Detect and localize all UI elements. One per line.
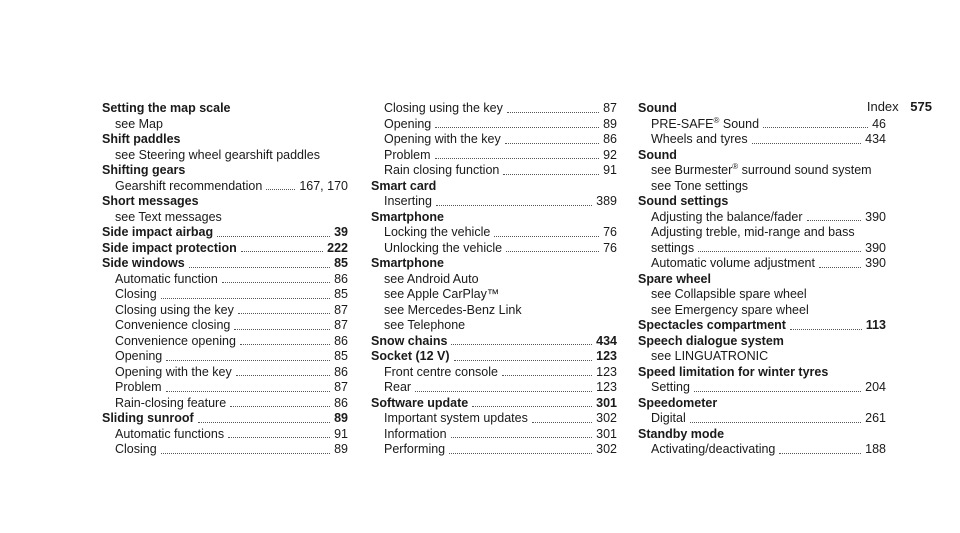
page-reference: 389 — [596, 194, 617, 208]
dot-leader — [819, 266, 861, 268]
page-reference: 91 — [334, 426, 348, 441]
page-reference: 222 — [327, 240, 348, 255]
index-subentry-text: see Burmester® surround sound system — [651, 161, 872, 177]
index-subentry — [102, 442, 348, 458]
index-term: Spare wheel — [638, 271, 711, 286]
dot-leader — [698, 250, 861, 252]
index-subentry — [371, 287, 617, 303]
index-subentry-text: Rear — [384, 380, 412, 394]
dot-leader — [532, 421, 592, 423]
dot-leader — [454, 359, 593, 361]
index-subentry-text: Convenience opening — [115, 333, 236, 348]
index-subentry — [371, 380, 617, 396]
index-entry — [102, 101, 348, 132]
index-subentry — [102, 117, 348, 133]
index-term-line — [102, 241, 348, 257]
dot-leader — [506, 250, 599, 252]
index-subentry-text: see Steering wheel gearshift paddles — [115, 147, 320, 162]
index-subentry — [371, 132, 617, 148]
index-entry — [638, 365, 886, 396]
index-subentry — [102, 210, 348, 226]
index-entry — [371, 101, 617, 179]
dot-leader — [234, 328, 330, 330]
index-subentry-text: Important system updates — [384, 411, 528, 425]
index-term: Shift paddles — [102, 132, 181, 146]
index-subentry — [638, 179, 886, 195]
dot-leader — [161, 297, 330, 299]
index-term: Short messages — [102, 194, 199, 208]
index-subentry-text: see Map — [115, 116, 163, 131]
index-subentry-text: Opening — [384, 116, 432, 131]
dot-leader — [690, 421, 861, 423]
index-subentry — [638, 303, 886, 319]
index-subentry — [638, 163, 886, 179]
index-term: Side windows — [102, 256, 185, 270]
dot-leader — [494, 235, 599, 237]
index-subentry — [371, 442, 617, 458]
index-subentry-text: Unlocking the vehicle — [384, 240, 503, 255]
index-subentry — [102, 365, 348, 381]
index-subentry-text: see Tone settings — [651, 178, 749, 193]
page-reference: 302 — [596, 411, 617, 425]
index-subentry-text: Wheels and tyres — [651, 132, 748, 146]
page-reference: 46 — [872, 116, 886, 131]
dot-leader — [230, 405, 330, 407]
index-subentry — [102, 272, 348, 288]
page-reference: 89 — [334, 442, 348, 456]
index-subentry — [102, 287, 348, 303]
index-entry — [102, 256, 348, 411]
index-subentry — [638, 411, 886, 427]
index-subentry — [102, 380, 348, 396]
index-subentry-text: Opening with the key — [115, 364, 232, 379]
index-term-line — [371, 256, 617, 272]
index-subentry — [371, 272, 617, 288]
index-subentry — [371, 365, 617, 381]
index-subentry — [638, 132, 886, 148]
dot-leader — [189, 266, 330, 268]
index-subentry — [102, 148, 348, 164]
dot-leader — [236, 374, 330, 376]
index-subentry-text: Closing using the key — [384, 101, 503, 115]
page-reference: 85 — [334, 256, 348, 270]
dot-leader — [266, 188, 295, 190]
index-entry — [371, 349, 617, 396]
index-subentry — [102, 427, 348, 443]
page-number: 575 — [910, 99, 932, 114]
index-entry — [371, 256, 617, 334]
index-term: Socket (12 V) — [371, 349, 450, 363]
index-subentry — [371, 241, 617, 257]
index-entry — [638, 427, 886, 458]
dot-leader — [238, 312, 330, 314]
dot-leader — [790, 328, 862, 330]
page-reference: 123 — [596, 349, 617, 363]
page-reference: 301 — [596, 426, 617, 441]
page-reference: 167, 170 — [299, 178, 348, 193]
index-term: Speedometer — [638, 395, 718, 410]
index-subentry — [102, 303, 348, 319]
page-reference: 302 — [596, 442, 617, 456]
index-term-line — [371, 210, 617, 226]
dot-leader — [449, 452, 592, 454]
page-reference: 188 — [865, 442, 886, 456]
index-subentry-text: PRE-SAFE® Sound — [651, 115, 760, 131]
index-term: Shifting gears — [102, 163, 186, 177]
index-subentry-text: Rain-closing feature — [115, 395, 227, 410]
index-entry — [638, 318, 886, 334]
index-term: Standby mode — [638, 426, 725, 441]
index-term: Sliding sunroof — [102, 411, 194, 425]
index-entry — [371, 179, 617, 210]
page-reference: 113 — [865, 318, 886, 332]
index-subentry — [371, 411, 617, 427]
index-entry — [638, 101, 886, 148]
index-term: Smart card — [371, 178, 437, 193]
page-reference: 301 — [596, 395, 617, 410]
index-subentry-text: Automatic functions — [115, 426, 225, 441]
page-reference: 85 — [334, 287, 348, 301]
index-term-line — [102, 101, 348, 117]
index-subentry-text: see Mercedes-Benz Link — [384, 302, 522, 317]
index-entry — [638, 272, 886, 319]
index-subentry-text: Digital — [651, 411, 686, 425]
index-subentry-text: see Emergency spare wheel — [651, 302, 809, 317]
index-subentry-text: Opening — [115, 349, 163, 363]
index-subentry — [371, 148, 617, 164]
index-term-line — [638, 334, 886, 350]
page-reference: 87 — [334, 318, 348, 332]
dot-leader — [415, 390, 592, 392]
index-subentry-text: Front centre console — [384, 364, 498, 379]
page-reference: 86 — [334, 333, 348, 348]
dot-leader — [503, 173, 599, 175]
index-term-line — [102, 194, 348, 210]
dot-leader — [451, 436, 593, 438]
dot-leader — [779, 452, 861, 454]
index-subentry — [371, 101, 617, 117]
dot-leader — [161, 452, 330, 454]
index-term-line — [371, 334, 617, 350]
index-subentry — [371, 117, 617, 133]
dot-leader — [694, 390, 861, 392]
index-subentry-text: see Android Auto — [384, 271, 479, 286]
index-subentry-text: Closing — [115, 287, 157, 301]
page-reference: 123 — [596, 380, 617, 394]
index-entry — [102, 411, 348, 458]
index-term: Sound settings — [638, 194, 729, 208]
page-reference: 39 — [334, 225, 348, 239]
index-term-line — [102, 411, 348, 427]
page-reference: 91 — [603, 163, 617, 177]
index-entry — [638, 334, 886, 365]
page-reference: 86 — [334, 364, 348, 379]
index-subentry — [371, 194, 617, 210]
index-subentry — [638, 349, 886, 365]
dot-leader — [166, 359, 330, 361]
index-subentry — [371, 427, 617, 443]
index-entry — [638, 148, 886, 195]
page-reference: 390 — [865, 256, 886, 270]
dot-leader — [763, 126, 868, 128]
page-reference: 434 — [865, 132, 886, 146]
index-subentry-text: Convenience closing — [115, 318, 231, 332]
index-entry — [638, 194, 886, 272]
index-column-2 — [371, 101, 617, 458]
dot-leader — [198, 421, 330, 423]
dot-leader — [505, 142, 599, 144]
index-subentry-text: settings — [651, 240, 695, 255]
index-term: Spectacles compartment — [638, 318, 786, 332]
index-subentry-text: Setting — [651, 380, 690, 394]
index-entry — [371, 334, 617, 350]
index-entry — [102, 132, 348, 163]
page-reference: 390 — [865, 209, 886, 224]
dot-leader — [502, 374, 592, 376]
dot-leader — [228, 436, 330, 438]
index-term: Side impact protection — [102, 240, 237, 255]
page-reference: 92 — [603, 147, 617, 162]
dot-leader — [222, 281, 330, 283]
index-term-line — [638, 148, 886, 164]
index-term-line — [638, 272, 886, 288]
page-reference: 89 — [334, 411, 348, 425]
index-subentry — [102, 396, 348, 412]
index-term-line — [638, 427, 886, 443]
index-term: Smartphone — [371, 209, 444, 224]
dot-leader — [435, 157, 600, 159]
page-reference: 76 — [603, 225, 617, 239]
index-subentry-text: Closing using the key — [115, 302, 234, 317]
page-reference: 87 — [334, 302, 348, 317]
page-reference: 204 — [865, 380, 886, 394]
index-entry — [102, 194, 348, 225]
index-subentry-text: Activating/deactivating — [651, 442, 776, 456]
index-entry — [371, 210, 617, 257]
index-subentry-text: see Telephone — [384, 318, 466, 332]
index-subentry — [638, 225, 886, 241]
index-subentry — [371, 163, 617, 179]
index-subentry-text: Problem — [115, 380, 162, 394]
index-term-line — [638, 101, 886, 117]
index-subentry-text: Closing — [115, 442, 157, 456]
index-entry — [102, 163, 348, 194]
index-subentry — [102, 349, 348, 365]
index-subentry-text: see Text messages — [115, 209, 222, 224]
index-subentry-text: Inserting — [384, 194, 432, 208]
index-subentry-text: Automatic function — [115, 271, 218, 286]
index-subentry-text: see LINGUATRONIC — [651, 349, 769, 363]
index-term-line — [638, 365, 886, 381]
index-term-line — [102, 163, 348, 179]
dot-leader — [807, 219, 862, 221]
page-reference: 123 — [596, 364, 617, 379]
index-column-1 — [102, 101, 348, 458]
index-subentry — [371, 225, 617, 241]
index-term-line — [371, 396, 617, 412]
page-reference: 86 — [334, 395, 348, 410]
page-reference: 76 — [603, 240, 617, 255]
index-term: Sound — [638, 147, 677, 162]
index-term-line — [102, 256, 348, 272]
index-term-line — [638, 318, 886, 334]
page-reference: 87 — [334, 380, 348, 394]
page-reference: 85 — [334, 349, 348, 363]
index-subentry-text: Gearshift recommendation — [115, 178, 263, 193]
index-subentry-text: Automatic volume adjustment — [651, 256, 815, 270]
index-subentry-text: Locking the vehicle — [384, 225, 491, 239]
index-subentry — [638, 442, 886, 458]
index-subentry — [638, 241, 886, 257]
index-subentry-text: Adjusting the balance/fader — [651, 209, 803, 224]
index-term-line — [371, 179, 617, 195]
page-reference: 86 — [603, 132, 617, 146]
index-term: Sound — [638, 101, 677, 115]
dot-leader — [472, 405, 592, 407]
index-subentry — [638, 380, 886, 396]
index-subentry — [371, 303, 617, 319]
index-subentry — [638, 256, 886, 272]
index-column-3 — [638, 101, 886, 458]
dot-leader — [507, 111, 599, 113]
index-subentry-text: Problem — [384, 147, 431, 162]
index-entry — [102, 241, 348, 257]
index-term-line — [102, 132, 348, 148]
index-term: Smartphone — [371, 256, 444, 270]
index-subentry-text: Opening with the key — [384, 132, 501, 146]
dot-leader — [752, 142, 862, 144]
page-reference: 89 — [603, 116, 617, 131]
index-subentry — [638, 210, 886, 226]
index-subentry — [102, 179, 348, 195]
index-entry — [102, 225, 348, 241]
page-reference: 390 — [865, 240, 886, 255]
index-term-line — [371, 349, 617, 365]
dot-leader — [435, 126, 599, 128]
page-reference: 87 — [603, 101, 617, 115]
index-term: Speed limitation for winter tyres — [638, 364, 829, 379]
index-term: Setting the map scale — [102, 101, 231, 115]
index-subentry — [102, 318, 348, 334]
index-term: Speech dialogue system — [638, 333, 784, 348]
index-subentry-text: Adjusting treble, mid-range and bass — [651, 225, 855, 239]
dot-leader — [240, 343, 330, 345]
index-term-line — [638, 396, 886, 412]
dot-leader — [166, 390, 331, 392]
index-term: Side impact airbag — [102, 225, 214, 239]
dot-leader — [217, 235, 330, 237]
index-subentry — [102, 334, 348, 350]
page-reference: 261 — [865, 411, 886, 425]
index-term: Snow chains — [371, 333, 448, 348]
index-subentry — [638, 287, 886, 303]
index-subentry-text: see Apple CarPlay™ — [384, 287, 500, 301]
index-subentry-text: Performing — [384, 442, 446, 456]
index-subentry-text: Rain closing function — [384, 163, 500, 177]
dot-leader — [436, 204, 592, 206]
index-entry — [371, 396, 617, 458]
index-subentry-text: Information — [384, 426, 447, 441]
page-reference: 434 — [596, 333, 617, 348]
index-subentry — [371, 318, 617, 334]
index-subentry-text: see Collapsible spare wheel — [651, 287, 807, 301]
index-label: Index — [866, 99, 899, 114]
page-reference: 86 — [334, 271, 348, 286]
index-entry — [638, 396, 886, 427]
index-term-line — [638, 194, 886, 210]
index-term-line — [102, 225, 348, 241]
dot-leader — [451, 343, 592, 345]
dot-leader — [241, 250, 323, 252]
index-subentry — [638, 117, 886, 133]
index-term: Software update — [371, 395, 469, 410]
